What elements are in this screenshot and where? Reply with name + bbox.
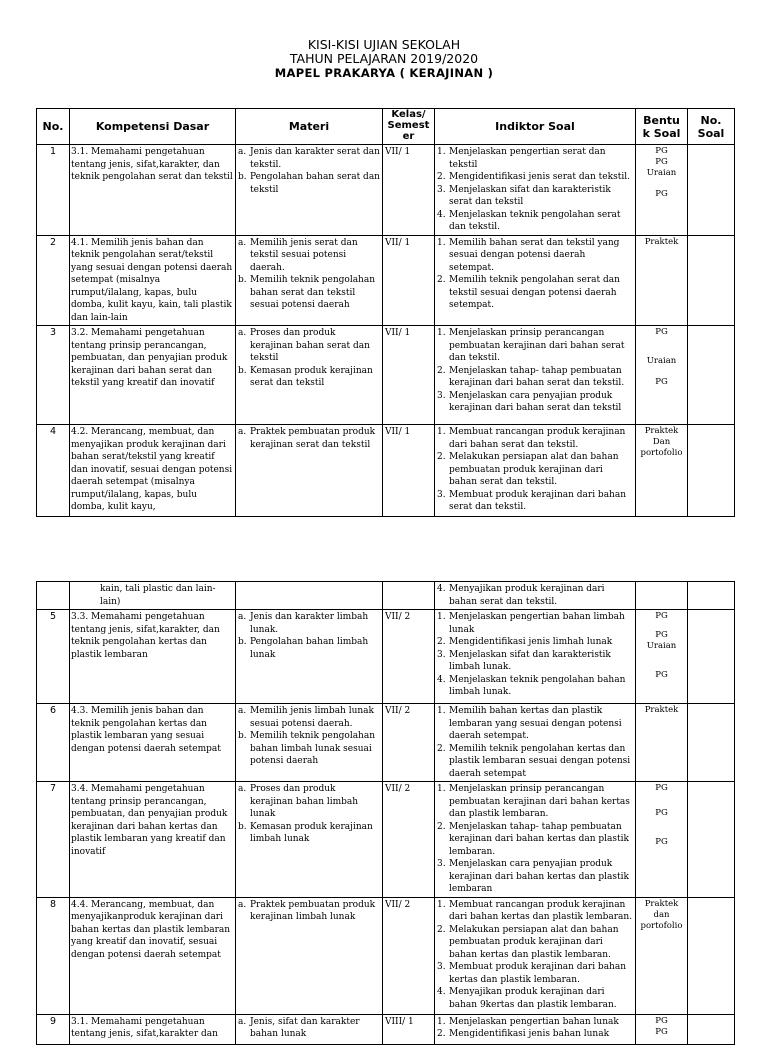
bentuk-value: Praktek [644,898,679,909]
indikator-list [437,1016,633,1041]
indikator-item [437,489,633,514]
indikator-item [437,611,633,636]
table-row [37,897,735,1014]
table-row [37,145,735,236]
materi-item [238,327,380,365]
list-marker: 2. [437,172,446,182]
indikator-item [437,858,633,896]
list-marker: 2. [437,1029,446,1039]
materi-item [238,730,380,768]
list-marker: a. [238,706,247,716]
cell-no: 5 [37,610,70,704]
table-row [37,610,735,704]
materi-item [238,636,380,661]
cell-indikator-soal [435,326,636,425]
materi-text: Memilih jenis limbah lunak sesuai potensi daerah. [250,706,375,729]
list-marker: a. [238,427,247,437]
indikator-item [437,184,633,209]
list-marker: a. [238,899,247,910]
indikator-list [437,327,633,415]
bentuk-value: Uraian [646,641,677,651]
cell-indikator-soal [435,782,636,898]
document-header [0,38,768,80]
materi-item [238,426,380,451]
materi-item [238,274,380,312]
indikator-text: Menjelaskan teknik pengolahan bahan limbah lunak. [449,674,626,697]
list-marker: 2. [437,743,446,754]
table-row [37,425,735,517]
cell-no-soal [688,1014,735,1044]
indikator-item [437,924,633,962]
indikator-text: Mengidentifikasi jenis limhah lunak [449,637,613,647]
list-marker: 2. [437,365,446,376]
cell-kompetensi-dasar: 4.4. Merancang, membuat, dan menyajikanproduk kerajinan dari bahan kertas dan plastik lembaran yang kreatif dan inovatif, sesuai dengan potensi daerah setempat [70,897,236,1014]
cell-kelas-semester: VII/ 1 [383,425,435,517]
indikator-item [437,1028,633,1041]
cell-no-soal [688,145,735,236]
cell-materi [236,145,383,236]
indikator-text: Memilih bahan serat dan tekstil yang sesuai dengan potensi daerah setempat. [449,237,620,273]
cell-materi [236,425,383,517]
col-header-no-soal: No. Soal [688,109,735,145]
cell-kompetensi-dasar: 3.1. Memahami pengetahuan tentang jenis, sifat,karakter, dan teknik pengolahan serat dan tekstil [70,145,236,236]
list-marker: 4. [437,987,446,997]
table-row [37,782,735,898]
cell-materi [236,704,383,782]
cell-indikator-soal [435,704,636,782]
table-row [37,235,735,326]
cell-no-soal [688,425,735,517]
cell-kompetensi-dasar: 3.4. Memahami pengetahuan tentang prinsip perancangan, pembuatan, dan penyajian produk kerajinan dari bahan kertas dan plastik lembaran yang kreatif dan inovatif [70,782,236,898]
kisi-kisi-table-page-1 [36,108,735,517]
list-marker: 2. [437,452,446,462]
list-marker: b. [238,275,247,285]
bentuk-value: PG [655,670,668,680]
materi-item [238,611,380,636]
cell-kompetensi-dasar: 3.1. Memahami pengetahuan tentang jenis, sifat,karakter dan [70,1014,236,1044]
cell-indikator-soal [435,1014,636,1044]
indikator-item [437,171,633,184]
materi-list [238,899,380,924]
indikator-item [437,146,633,171]
cell-no-soal [688,897,735,1014]
materi-text: Kemasan produk kerajinan serat dan tekstil [250,365,373,388]
bentuk-value: PG [655,611,668,621]
materi-text: Memilih teknik pengolahan bahan serat dan tekstil sesuai potensi daerah [250,275,376,310]
kisi-kisi-table-page-2 [36,581,735,1045]
materi-text: Pengolahan bahan limbah lunak [250,637,369,660]
bentuk-value: PG [655,1015,668,1026]
indikator-text: Menjelaskan pengertian serat dan tekstil [449,147,606,170]
cell-bentuk-soal [636,897,688,1014]
materi-text: Kemasan produk kerajinan limbah lunak [250,821,373,844]
cell-kelas-semester: VII/ 2 [383,610,435,704]
title-line-3: MAPEL PRAKARYA ( KERAJINAN ) [274,66,494,80]
materi-item [238,783,380,821]
table-row [37,582,735,610]
list-marker: 1. [437,147,446,157]
cell-kelas-semester [383,582,435,610]
list-marker: 4. [437,209,446,220]
cell-indikator-soal [435,425,636,517]
list-marker: 3. [437,489,446,500]
indikator-list [437,899,633,1012]
cell-kompetensi-dasar: 3.3. Memahami pengetahuan tentang jenis, sifat,karakter, dan teknik pengolahan kertas dan plastik lembaran [70,610,236,704]
cell-bentuk-soal [636,326,688,425]
list-marker: b. [238,821,247,832]
cell-no: 1 [37,145,70,236]
table-row [37,326,735,425]
list-marker: 3. [437,649,446,660]
cell-no-soal [688,582,735,610]
materi-text: Praktek pembuatan produk kerajinan limbah lunak [250,899,376,922]
indikator-text: Menjelaskan sifat dan karakteristik serat dan tekstil [449,184,611,207]
indikator-list [437,146,633,234]
list-marker: 1. [437,427,446,437]
cell-kompetensi-dasar: 4.2. Merancang, membuat, dan menyajikan produk kerajinan dari bahan serat/tekstil yang kreatif dan inovatif, sesuai dengan potensi daerah setempat (misalnya rumput/ilalang, kapas, bulu domba, kulit kayu, [70,425,236,517]
indikator-text: Menyajikan produk kerajinan dari bahan 9kertas dan plastik lembaran. [449,987,617,1010]
indikator-text: Menyajikan produk kerajinan dari bahan serat dan tekstil. [449,584,605,607]
indikator-text: Memilih teknik pengolahan serat dan tekstil sesuai dengan potensi daerah setempat. [449,275,620,310]
bentuk-value: Praktek [644,426,679,436]
indikator-text: Menjelaskan teknik pengolahan serat dan tekstil. [449,209,621,232]
list-marker: 1. [437,1016,446,1027]
list-marker: 2. [437,821,446,832]
materi-item [238,237,380,275]
materi-item [238,146,380,171]
list-marker: 3. [437,962,446,972]
materi-list [238,237,380,312]
cell-kompetensi-dasar: 4.3. Memilih jenis bahan dan teknik pengolahan kertas dan plastik lembaran yang sesuai dengan potensi daerah setempat [70,704,236,782]
cell-no: 7 [37,782,70,898]
title-line-2: TAHUN PELAJARAN 2019/2020 [289,51,479,66]
materi-text: Pengolahan bahan serat dan tekstil [250,172,380,195]
indikator-text: Menjelaskan pengertian bahan lunak [449,1016,619,1027]
table-row [37,1014,735,1044]
cell-no: 6 [37,704,70,782]
indikator-text: Menjelaskan cara penyajian produk kerajinan dari bahan kertas dan plastik lembaran [449,859,629,894]
bentuk-value: PG [655,377,668,387]
indikator-text: Memilih bahan kertas dan plastik lembaran yang sesuai dengan potensi daerah setempat. [449,706,622,741]
indikator-item [437,451,633,489]
cell-kelas-semester: VII/ 1 [383,145,435,236]
cell-materi [236,326,383,425]
cell-indikator-soal [435,145,636,236]
cell-bentuk-soal [636,610,688,704]
indikator-item [437,237,633,275]
list-marker: 1. [437,328,446,338]
indikator-list [437,237,633,312]
indikator-text: Mengidentifikasi jenis bahan lunak [449,1029,610,1039]
indikator-text: Membuat produk kerajinan dari bahan serat dan tekstil. [449,489,627,512]
cell-indikator-soal [435,235,636,326]
cell-no [37,582,70,610]
cell-no: 2 [37,235,70,326]
materi-list [238,1016,380,1041]
table-row [37,704,735,782]
materi-text: Proses dan produk kerajinan bahan limbah lunak [250,784,359,819]
materi-list [238,146,380,196]
indikator-item [437,899,633,924]
list-marker: 2. [437,275,446,285]
cell-no: 4 [37,425,70,517]
materi-text: Memilih jenis serat dan tekstil sesuai potensi daerah. [250,237,358,273]
list-marker: 1. [437,784,446,794]
indikator-list [437,783,633,896]
cell-indikator-soal [435,610,636,704]
bentuk-value: PG [655,146,668,156]
bentuk-value: Praktek [644,236,679,247]
indikator-item [437,426,633,451]
list-marker: 4. [437,584,446,594]
col-header-bentuk-soal: Bentu k Soal [636,109,688,145]
indikator-item [437,209,633,234]
indikator-text: Menjelaskan pengertian bahan limbah lunak [449,612,625,635]
indikator-text: Mengidentifikasi jenis serat dan tekstil. [449,172,630,182]
cell-bentuk-soal [636,145,688,236]
cell-no-soal [688,704,735,782]
bentuk-value: PG [655,783,668,793]
list-marker: 2. [437,637,446,647]
cell-bentuk-soal [636,1014,688,1044]
indikator-text: Menjelaskan tahap- tahap pembuatan kerajinan dari bahan serat dan tekstil. [449,365,625,388]
materi-item [238,899,380,924]
list-marker: 1. [437,612,446,622]
materi-text: Jenis dan karakter serat dan tekstil. [250,147,380,170]
indikator-item [437,705,633,743]
table-header-row [37,109,735,145]
bentuk-value: PG [655,808,668,818]
materi-item [238,1016,380,1041]
cell-no-soal [688,782,735,898]
cell-materi [236,582,383,610]
indikator-item [437,961,633,986]
materi-list [238,705,380,768]
materi-list [238,426,380,451]
cell-kompetensi-dasar: 4.1. Memilih jenis bahan dan teknik pengolahan serat/tekstil yang sesuai dengan potensi daerah setempat (misalnya rumput/ilalang, kapas, bulu domba, kulit kayu, kain, tali plastik dan lain-lain [70,235,236,326]
list-marker: a. [238,612,247,622]
list-marker: 3. [437,184,446,195]
materi-text: Praktek pembuatan produk kerajinan serat dan tekstil [250,427,376,450]
col-header-materi: Materi [236,109,383,145]
materi-item [238,365,380,390]
list-marker: a. [238,784,247,794]
list-marker: 3. [437,859,446,869]
indikator-item [437,674,633,699]
cell-bentuk-soal [636,582,688,610]
title-line-1: KISI-KISI UJIAN SEKOLAH [307,37,461,52]
col-header-kompetensi-dasar: Kompetensi Dasar [70,109,236,145]
indikator-item [437,649,633,674]
cell-bentuk-soal [636,235,688,326]
list-marker: a. [238,237,247,248]
materi-item [238,705,380,730]
indikator-text: Menjelaskan cara penyajian produk kerajinan dari bahan serat dan tekstil [449,390,622,413]
col-header-no: No. [37,109,70,145]
materi-list [238,783,380,846]
indikator-item [437,1016,633,1029]
bentuk-value: portofolio [640,448,683,458]
indikator-text: Membuat produk kerajinan dari bahan kertas dan plastik lembaran. [449,962,627,985]
bentuk-value: Praktek [644,705,679,715]
cell-no-soal [688,235,735,326]
cell-materi [236,1014,383,1044]
list-marker: a. [238,1016,247,1027]
bentuk-value: PG [655,630,668,640]
list-marker: b. [238,637,247,647]
cell-kelas-semester: VII/ 1 [383,235,435,326]
bentuk-value: dan [653,909,670,920]
indikator-list [437,426,633,514]
cell-no-soal [688,326,735,425]
cell-no: 8 [37,897,70,1014]
cell-materi [236,897,383,1014]
bentuk-value: Dan [652,437,671,447]
indikator-list [437,705,633,780]
cell-no: 9 [37,1014,70,1044]
bentuk-value: PG [655,837,668,847]
cell-no-soal [688,610,735,704]
list-marker: b. [238,731,247,741]
cell-bentuk-soal [636,425,688,517]
list-marker: 3. [437,390,446,401]
materi-list [238,611,380,661]
indikator-item [437,821,633,859]
list-marker: a. [238,328,247,338]
cell-materi [236,782,383,898]
cell-materi [236,610,383,704]
indikator-item [437,365,633,390]
cell-indikator-soal [435,897,636,1014]
list-marker: 2. [437,924,446,935]
indikator-item [437,274,633,312]
cell-kelas-semester: VII/ 2 [383,782,435,898]
cell-kelas-semester: VII/ 1 [383,326,435,425]
materi-text: Jenis, sifat dan karakter bahan lunak [250,1016,360,1039]
indikator-item [437,986,633,1011]
bentuk-value: PG [655,327,668,337]
bentuk-value: portofolio [640,920,683,931]
bentuk-value: Uraian [646,168,677,178]
list-marker: b. [238,365,247,376]
indikator-item [437,636,633,649]
list-marker: 4. [437,674,446,685]
indikator-item [437,583,633,608]
materi-item [238,171,380,196]
cell-kelas-semester: VII/ 2 [383,897,435,1014]
list-marker: 1. [437,899,446,910]
indikator-list [437,583,633,608]
materi-list [238,327,380,390]
indikator-item [437,783,633,821]
bentuk-value: PG [655,189,668,199]
materi-text: Proses dan produk kerajinan bahan serat dan tekstil [250,328,370,363]
col-header-kelas-semester: Kelas/ Semest er [383,109,435,145]
indikator-text: Membuat rancangan produk kerajinan dari bahan serat dan tekstil. [449,427,626,450]
materi-text: Jenis dan karakter limbah lunak. [250,612,369,635]
col-header-indikator-soal: Indiktor Soal [435,109,636,145]
cell-kompetensi-dasar: kain, tali plastic dan lain-lain) [70,582,236,610]
indikator-item [437,327,633,365]
list-marker: b. [238,172,247,182]
cell-indikator-soal [435,582,636,610]
cell-no: 3 [37,326,70,425]
cell-bentuk-soal [636,704,688,782]
cell-bentuk-soal [636,782,688,898]
indikator-text: Menjelaskan prinsip perancangan pembuatan kerajinan dari bahan serat dan tekstil. [449,328,625,363]
list-marker: 1. [437,237,446,248]
list-marker: a. [238,147,247,157]
indikator-text: Memilih teknik pengolahan kertas dan plastik lembaran sesuai dengan potensi daerah setempat [449,743,631,779]
indikator-text: Membuat rancangan produk kerajinan dari bahan kertas dan plastik lembaran. [449,899,633,922]
bentuk-value: PG [655,1026,668,1037]
indikator-text: Melakukan persiapan alat dan bahan pembuatan produk kerajinan dari bahan kertas dan plastik lembaran. [449,924,619,960]
list-marker: 1. [437,706,446,716]
materi-item [238,821,380,846]
indikator-text: Menjelaskan prinsip perancangan pembuatan kerajinan dari bahan kertas dan plastik lembaran. [449,784,630,819]
materi-text: Memilih teknik pengolahan bahan limbah lunak sesuai potensi daerah [250,731,376,766]
indikator-text: Menjelaskan tahap- tahap pembuatan kerajinan dari bahan kertas dan plastik lembaran. [449,821,629,857]
cell-materi [236,235,383,326]
indikator-item [437,743,633,781]
bentuk-value: Uraian [646,356,677,366]
indikator-item [437,390,633,415]
bentuk-value: PG [655,157,668,167]
indikator-text: Melakukan persiapan alat dan bahan pembuatan produk kerajinan dari bahan serat dan tekstil. [449,452,619,487]
cell-kompetensi-dasar: 3.2. Memahami pengetahuan tentang prinsip perancangan, pembuatan, dan penyajian produk kerajinan dari bahan serat dan tekstil yang kreatif dan inovatif [70,326,236,425]
indikator-text: Menjelaskan sifat dan karakteristik limbah lunak. [449,649,611,672]
cell-kelas-semester: VII/ 2 [383,704,435,782]
indikator-list [437,611,633,699]
cell-kelas-semester: VIII/ 1 [383,1014,435,1044]
